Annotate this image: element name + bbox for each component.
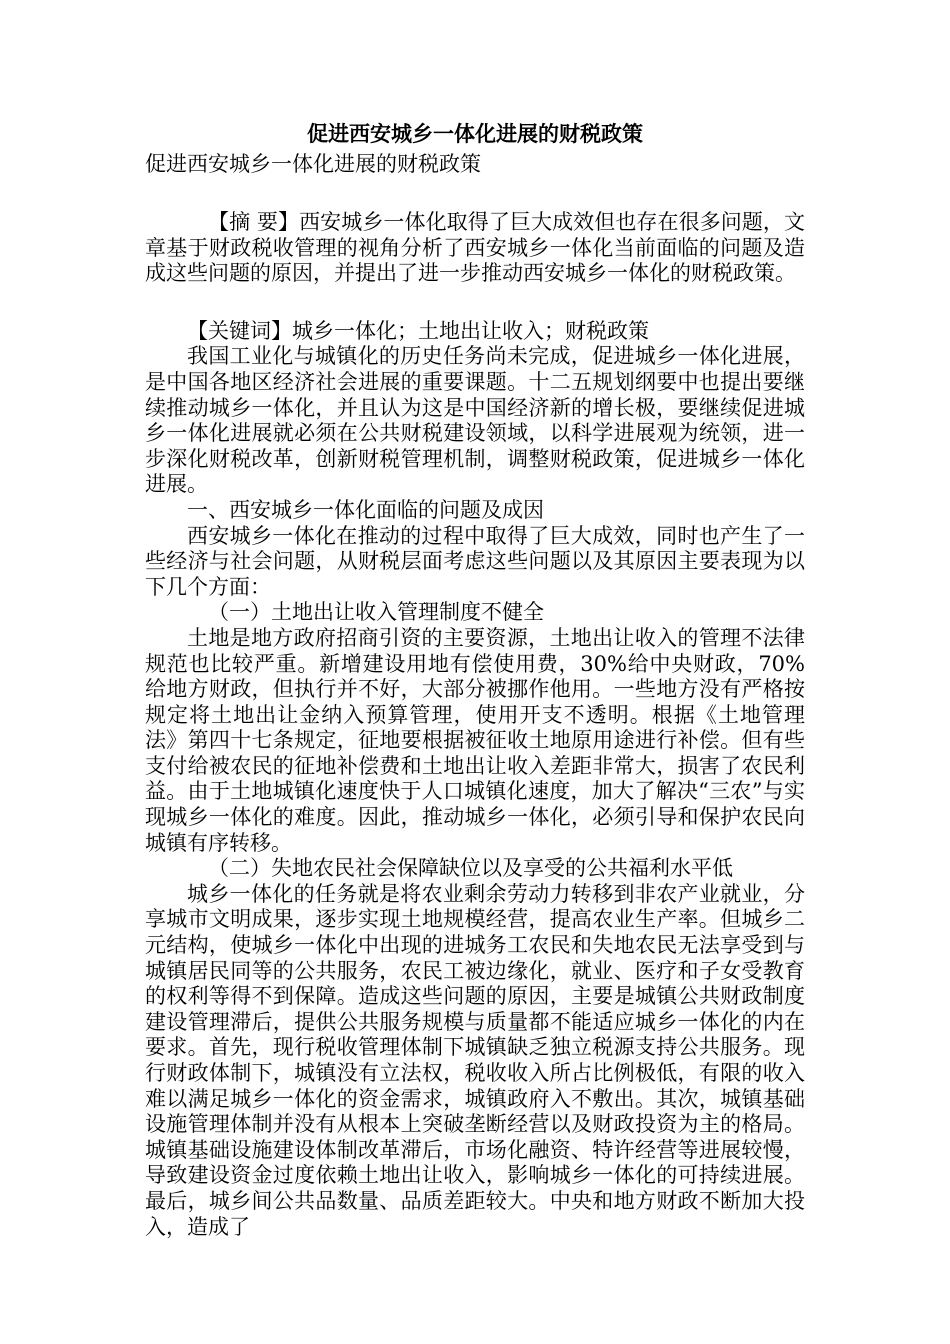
document-subtitle: 促进西安城乡一体化进展的财税政策: [145, 152, 481, 176]
abstract-paragraph: 【摘 要】西安城乡一体化取得了巨大成效但也存在很多问题，文章基于财政税收管理的视角分析了西安城乡一体化当前面临的问题及造成这些问题的原因，并提出了进一步推动西安城乡一体化的财税政策。: [145, 210, 805, 286]
section-1-intro-paragraph: 西安城乡一体化在推动的过程中取得了巨大成效，同时也产生了一些经济与社会问题，从财税层面考虑这些问题以及其原因主要表现为以下几个方面：: [145, 523, 805, 599]
section-heading-1: 一、西安城乡一体化面临的问题及成因: [187, 497, 544, 522]
subsection-2-paragraph: 城乡一体化的任务就是将农业剩余劳动力转移到非农产业就业，分享城市文明成果，逐步实现土地规模经营，提高农业生产率。但城乡二元结构，使城乡一体化中出现的进城务工农民和失地农民无法享受到与城镇居民同等的公共服务，农民工被边缘化，就业、医疗和子女受教育的权利等得不到保障。造成这些问题的原因，主要是城镇公共财政制度建设管理滞后，提供公共服务规模与质量都不能适应城乡一体化的内在要求。首先，现行税收管理体制下城镇缺乏独立税源支持公共服务。现行财政体制下，城镇没有立法权，税收收入所占比例极低，有限的收入难以满足城乡一体化的资金需求，城镇政府入不敷出。其次，城镇基础设施管理体制并没有从根本上突破垄断经营以及财政投资为主的格局。城镇基础设施建设体制改革滞后，市场化融资、特许经营等进展较慢，导致建设资金过度依赖土地出让收入，影响城乡一体化的可持续进展。最后，城乡间公共品数量、品质差距较大。中央和地方财政不断加大投入，造成了: [145, 881, 805, 1239]
subsection-heading-2: （二）失地农民社会保障缺位以及享受的公共福利水平低: [208, 856, 733, 881]
spacer: [145, 287, 805, 319]
document-title: 促进西安城乡一体化进展的财税政策: [307, 121, 643, 146]
intro-paragraph: 我国工业化与城镇化的历史任务尚未完成，促进城乡一体化进展，是中国各地区经济社会进展的重要课题。十二五规划纲要中也提出要继续推动城乡一体化，并且认为这是中国经济新的增长极，要继续促进城乡一体化进展就必须在公共财税建设领域，以科学进展观为统领，进一步深化财税改革，创新财税管理机制，调整财税政策，促进城乡一体化进展。: [145, 344, 805, 497]
subsection-1-paragraph: 土地是地方政府招商引资的主要资源，土地出让收入的管理不法律规范也比较严重。新增建设用地有偿使用费，30%给中央财政，70%给地方财政，但执行并不好，大部分被挪作他用。一些地方没有严格按规定将土地出让金纳入预算管理，使用开支不透明。根据《土地管理法》第四十七条规定，征地要根据被征收土地原用途进行补偿。但有些支付给被农民的征地补偿费和土地出让收入差距非常大，损害了农民利益。由于土地城镇化速度快于人口城镇化速度，加大了解决“三农”与实现城乡一体化的难度。因此，推动城乡一体化，必须引导和保护农民向城镇有序转移。: [145, 625, 805, 855]
keywords-line: 【关键词】城乡一体化；土地出让收入；财税政策: [187, 318, 649, 343]
subsection-heading-1: （一）土地出让收入管理制度不健全: [208, 600, 544, 625]
document-page: [145, 118, 805, 1240]
spacer: [145, 178, 805, 210]
